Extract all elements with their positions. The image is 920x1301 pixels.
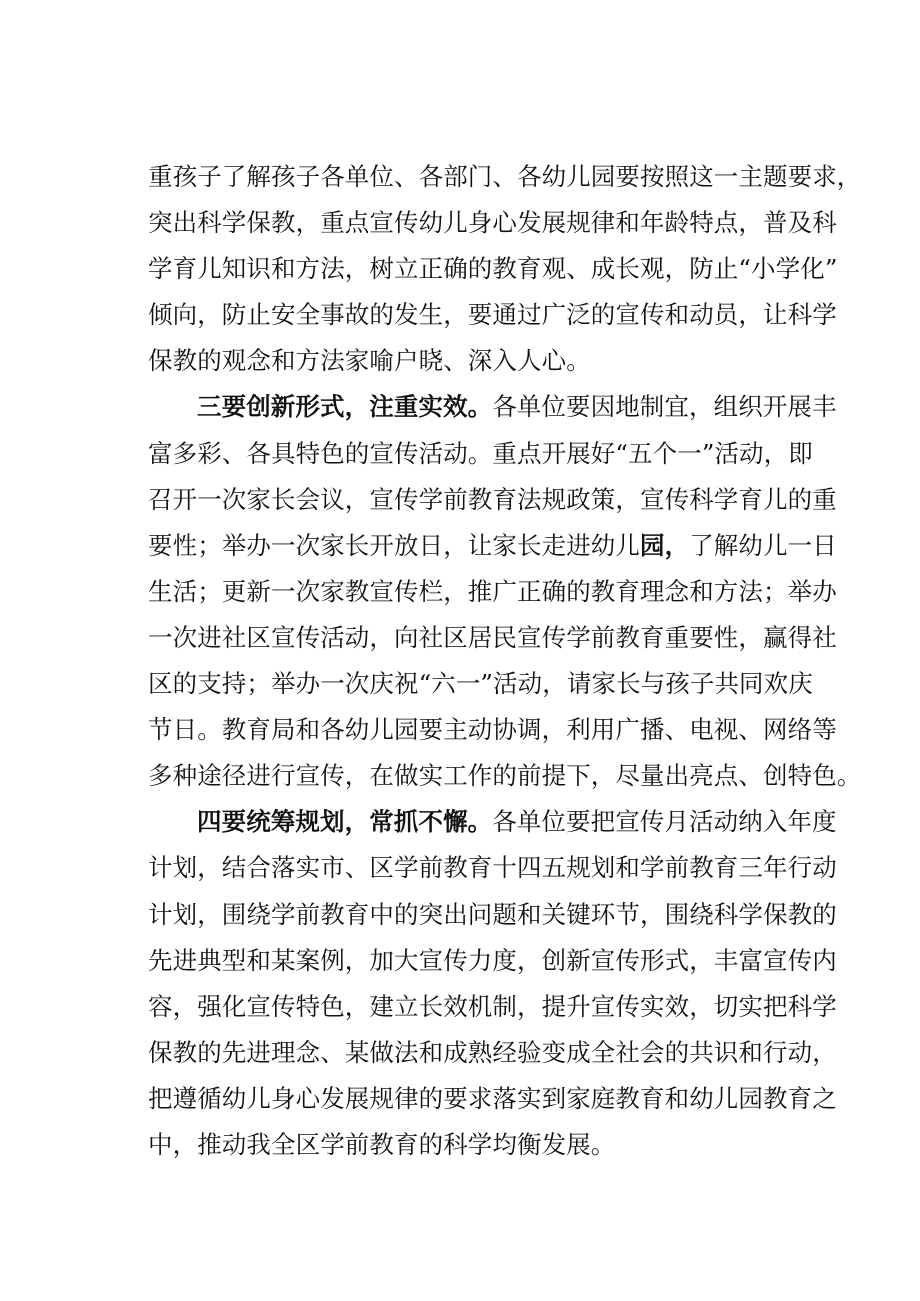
paragraph-1: [148, 154, 862, 384]
text-line: 学育儿知识和方法，树立正确的教育观、成长观，防止“小学化”: [148, 254, 838, 284]
text-line: 一次进社区宣传活动，向社区居民宣传学前教育重要性，赢得社: [148, 622, 837, 652]
text-span: 了解幼儿一日: [689, 530, 837, 560]
text-span: 各单位要把宣传月活动纳入年度: [492, 807, 837, 837]
bold-text-span: 园，: [640, 530, 690, 560]
text-line: 计划，结合落实市、区学前教育十四五规划和学前教育三年行动: [148, 853, 837, 883]
text-line: 召开一次家长会议，宣传学前教育法规政策，宣传科学育儿的重: [148, 484, 837, 514]
text-line: 把遵循幼儿身心发展规律的要求落实到家庭教育和幼儿园教育之: [148, 1083, 837, 1113]
text-line: 多种途径进行宣传，在做实工作的前提下，尽量出亮点、创特色。: [148, 761, 862, 791]
text-line: 保教的先进理念、某做法和成熟经验变成全社会的共识和行动，: [148, 1037, 837, 1067]
document-body: [148, 154, 862, 1168]
text-line: 先进典型和某案例，加大宣传力度，创新宣传形式，丰富宣传内: [148, 945, 837, 975]
text-line: [148, 523, 837, 569]
text-line: 计划，围绕学前教育中的突出问题和关键环节，围绕科学保教的: [148, 899, 837, 929]
text-line: 中，推动我全区学前教育的科学均衡发展。: [148, 1129, 616, 1159]
paragraph-heading: 四要统筹规划，常抓不懈。: [197, 807, 493, 837]
text-line: 保教的观念和方法家喻户晓、深入人心。: [148, 346, 591, 376]
text-line: 突出科学保教，重点宣传幼儿身心发展规律和年龄特点，普及科: [148, 208, 837, 238]
text-line: [148, 799, 837, 845]
paragraph-3: [148, 799, 837, 1168]
text-line: 生活；更新一次家教宣传栏，推广正确的教育理念和方法；举办: [148, 576, 837, 606]
text-line: [148, 384, 837, 430]
text-line: 容，强化宣传特色，建立长效机制，提升宣传实效，切实把科学: [148, 991, 837, 1021]
text-line: 节日。教育局和各幼儿园要主动协调，利用广播、电视、网络等: [148, 715, 837, 745]
paragraph-heading: 三要创新形式，注重实效。: [197, 392, 493, 422]
paragraph-2: [148, 384, 862, 799]
text-line: 富多彩、各具特色的宣传活动。重点开展好“五个一”活动，即: [148, 438, 813, 468]
text-line: 区的支持；举办一次庆祝“六一”活动，请家长与孩子共同欢庆: [148, 669, 813, 699]
text-line: 倾向，防止安全事故的发生，要通过广泛的宣传和动员，让科学: [148, 300, 837, 330]
text-line: 重孩子了解孩子各单位、各部门、各幼儿园要按照这一主题要求，: [148, 162, 862, 191]
text-span: 要性；举办一次家长开放日，让家长走进幼儿: [148, 530, 640, 560]
text-span: 各单位要因地制宜，组织开展丰: [492, 392, 837, 422]
